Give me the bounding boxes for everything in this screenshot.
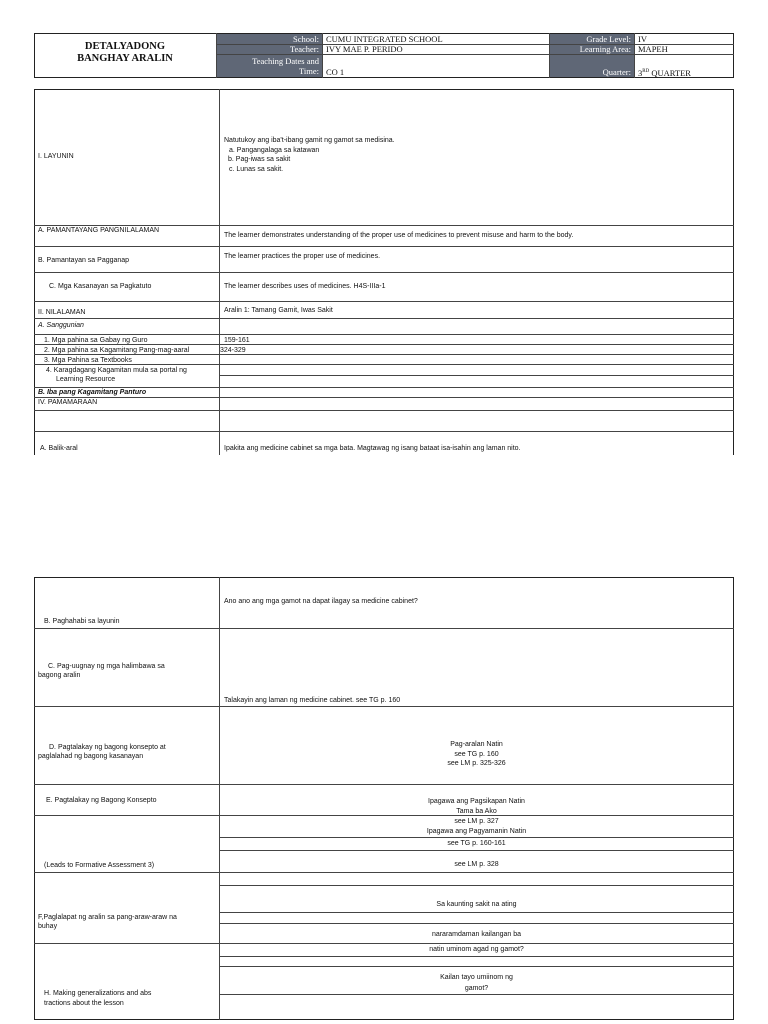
pagtalakay-d-content: Pag-aralan Natin see TG p. 160 see LM p. 325-326 — [447, 741, 506, 767]
kasanayan-text: The learner describes uses of medicines. H4S-IIIa-1 — [224, 283, 386, 290]
balik-aral-label: A. Balik-aral — [40, 445, 78, 452]
paguugnay-label: C. Pag-uugnay ng mga halimbawa sa bagong aralin — [38, 663, 165, 679]
layunin-label: I. LAYUNIN — [38, 153, 74, 160]
pamamaraan-label: IV. PAMAMARAAN — [38, 399, 98, 406]
grade-value: IV — [638, 34, 647, 44]
paghahabi-text: Ano ano ang mga gamot na dapat ilagay sa medicine cabinet? — [224, 598, 418, 605]
formative-text: see LM p. 328 — [454, 861, 499, 868]
paglalapat-line2: nararamdaman kailangan ba — [431, 931, 522, 938]
learning-area-value: MAPEH — [638, 44, 668, 54]
pagtalakay-e-content: Ipagawa ang Pagsikapan Natin Tama ba Ako see LM p. 327 Ipagawa ang Pagyamanin Natin — [426, 798, 527, 835]
gabay-label: 1. Mga pahina sa Gabay ng Guro — [44, 337, 148, 344]
gabay-value: 159-161 — [224, 337, 250, 344]
layunin-content: Natutukoy ang iba't-ibang gamit ng gamot sa medisina. a. Pangangalaga sa katawan b. Pag-iwas sa sakit c. Lunas sa sakit. — [224, 137, 395, 173]
pamantayang-label: A. PAMANTAYANG PANGNILALAMAN — [38, 227, 160, 234]
paglalapat-line1: Sa kaunting sakit na ating — [436, 901, 517, 908]
pagganap-label: B. Pamantayan sa Pagganap — [38, 257, 130, 264]
formative-label: (Leads to Formative Assessment 3) — [44, 862, 155, 869]
textbook-label: 3. Mga Pahina sa Textbooks — [44, 357, 132, 364]
grade-label: Grade Level: — [550, 34, 634, 44]
quarter-label: Quarter: — [550, 55, 634, 77]
sanggunian-label: A. Sanggunian — [38, 322, 84, 329]
learning-area-label: Learning Area: — [550, 45, 634, 54]
paglalapat-line3: natin uminom agad ng gamot? — [429, 946, 524, 953]
teacher-value: IVY MAE P. PERIDO — [326, 44, 403, 54]
kasanayan-label: C. Mga Kasanayan sa Pagkatuto — [49, 283, 152, 290]
generalizations-content: Kailan tayo umiinom ng gamot? — [440, 974, 513, 992]
teaching-dates-label: Teaching Dates and Time: — [217, 55, 322, 77]
balik-aral-text: Ipakita ang medicine cabinet sa mga bata. Magtawag ng isang bataat isa-isahin ang laman nito. — [224, 445, 521, 452]
school-value: CUMU INTEGRATED SCHOOL — [326, 34, 443, 44]
generalizations-label: H. Making generalizations and abs tractions about the lesson — [44, 990, 152, 1007]
teaching-dates-value: CO 1 — [326, 67, 345, 77]
pagtalakay-d-label: D. Pagtalakay ng bagong konsepto at paglalahad ng bagong kasanayan — [38, 744, 166, 760]
paglalapat-label: F,Paglalapat ng aralin sa pang-araw-araw na buhay — [38, 914, 177, 930]
pagtalakay-e-label: E. Pagtalakay ng Bagong Konsepto — [46, 797, 157, 804]
paghahabi-label: B. Paghahabi sa layunin — [44, 618, 120, 625]
pagganap-text: The learner practices the proper use of medicines. — [224, 253, 381, 260]
iba-pang-kagamitan-label: B. Iba pang Kagamitang Panturo — [38, 389, 147, 396]
kagamitan-label: 2. Mga pahina sa Kagamitang Pang-mag-aaral — [44, 347, 190, 354]
school-label: School: — [217, 34, 322, 44]
pamantayang-text: The learner demonstrates understanding of the proper use of medicines to prevent misuse and harm to the body. — [224, 232, 574, 239]
kagamitan-value: 324-329 — [220, 347, 246, 354]
pagtalakay-e-tg: see TG p. 160-161 — [447, 840, 506, 847]
quarter-value: 3RD QUARTER — [638, 67, 691, 78]
paguugnay-text: Talakayin ang laman ng medicine cabinet. see TG p. 160 — [224, 697, 401, 704]
teacher-label: Teacher: — [217, 45, 322, 54]
lesson-plan-title: DETALYADONG BANGHAY ARALIN — [77, 41, 173, 64]
nilalaman-label: II. NILALAMAN — [38, 309, 86, 316]
nilalaman-text: Aralin 1: Tamang Gamit, Iwas Sakit — [224, 307, 333, 314]
karagdagang-label: 4. Karagdagang Kagamitan mula sa portal ng Learning Resource — [46, 367, 187, 383]
